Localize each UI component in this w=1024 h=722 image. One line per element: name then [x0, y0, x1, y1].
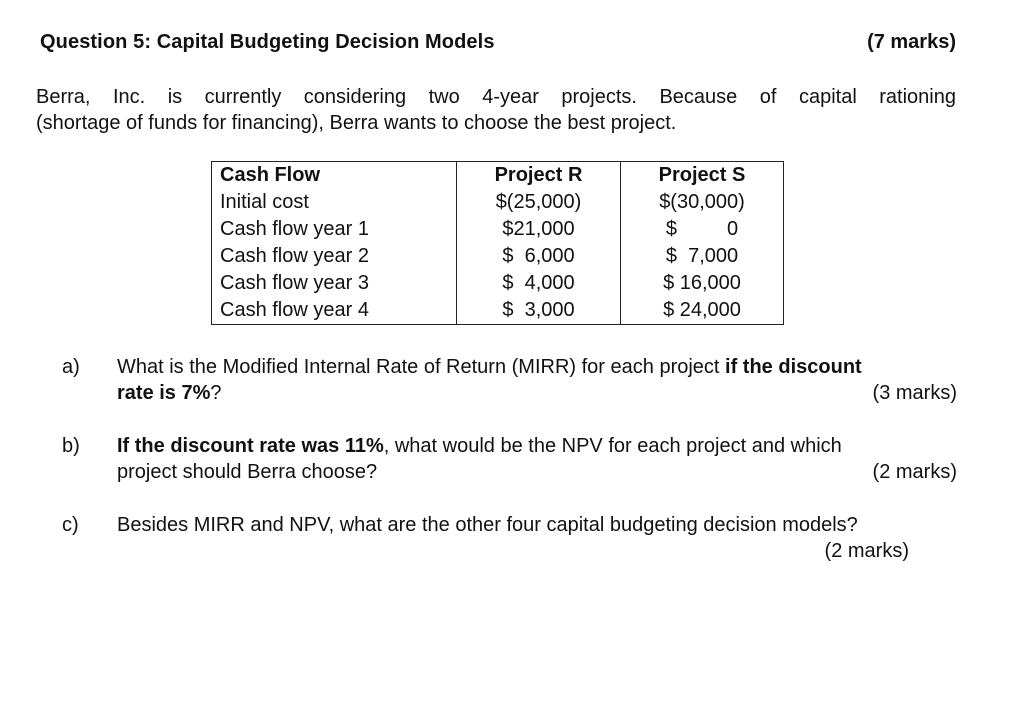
- part-a-text-pre: What is the Modified Internal Rate of Return (MIRR) for each project: [117, 356, 726, 378]
- question-marks: (7 marks): [867, 31, 956, 53]
- table-header-cash-flow: Cash Flow: [212, 162, 457, 190]
- table-row: [212, 297, 784, 325]
- part-a-marks: (3 marks): [872, 382, 957, 404]
- part-b-label: b): [62, 435, 80, 457]
- table-row: [212, 243, 784, 270]
- table-cell-project-s: $ 0: [621, 216, 784, 243]
- table-cell-project-r: $(25,000): [457, 189, 621, 216]
- part-a-label: a): [62, 356, 80, 378]
- part-b-marks: (2 marks): [872, 461, 957, 483]
- table-cell-project-s: $ 7,000: [621, 243, 784, 270]
- table-cell-label: Cash flow year 3: [212, 270, 457, 297]
- part-a-text-bold: if the discount: [725, 356, 862, 378]
- part-c-question: Besides MIRR and NPV, what are the other four capital budgeting decision models?: [117, 514, 858, 536]
- part-b-text-post: , what would be the NPV for each project and which: [383, 435, 842, 457]
- part-a-text: [117, 354, 957, 406]
- intro-line-2: (shortage of funds for financing), Berra wants to choose the best project.: [36, 112, 677, 134]
- table-row: [212, 216, 784, 243]
- part-c-label: c): [62, 514, 79, 536]
- part-c-text: [117, 512, 957, 564]
- table-header-row: [212, 162, 784, 190]
- part-b-text: [117, 433, 957, 485]
- table-cell-project-r: $ 3,000: [457, 297, 621, 325]
- table-cell-label: Initial cost: [212, 189, 457, 216]
- cash-flow-table: [211, 161, 784, 325]
- intro-paragraph: [36, 84, 956, 136]
- table-cell-project-s: $ 24,000: [621, 297, 784, 325]
- part-a-text-post: ?: [210, 382, 222, 404]
- table-cell-project-s: $ 16,000: [621, 270, 784, 297]
- table-row: [212, 189, 784, 216]
- table-header-project-r: Project R: [457, 162, 621, 190]
- part-a-text-bold-2: rate is 7%: [117, 382, 211, 404]
- table-cell-label: Cash flow year 1: [212, 216, 457, 243]
- table-cell-project-r: $21,000: [457, 216, 621, 243]
- table-cell-project-r: $ 4,000: [457, 270, 621, 297]
- intro-line-1: Berra, Inc. is currently considering two 4-year projects. Because of capital rationing: [36, 86, 956, 108]
- table-cell-project-s: $(30,000): [621, 189, 784, 216]
- part-b-text-bold: If the discount rate was 11%: [117, 435, 384, 457]
- table-row: [212, 270, 784, 297]
- table-cell-label: Cash flow year 4: [212, 297, 457, 325]
- question-title: Question 5: Capital Budgeting Decision Models: [40, 31, 495, 53]
- part-b-text-line-2: project should Berra choose?: [117, 461, 378, 483]
- table-cell-label: Cash flow year 2: [212, 243, 457, 270]
- table-cell-project-r: $ 6,000: [457, 243, 621, 270]
- part-c-marks: (2 marks): [824, 540, 909, 562]
- table-header-project-s: Project S: [621, 162, 784, 190]
